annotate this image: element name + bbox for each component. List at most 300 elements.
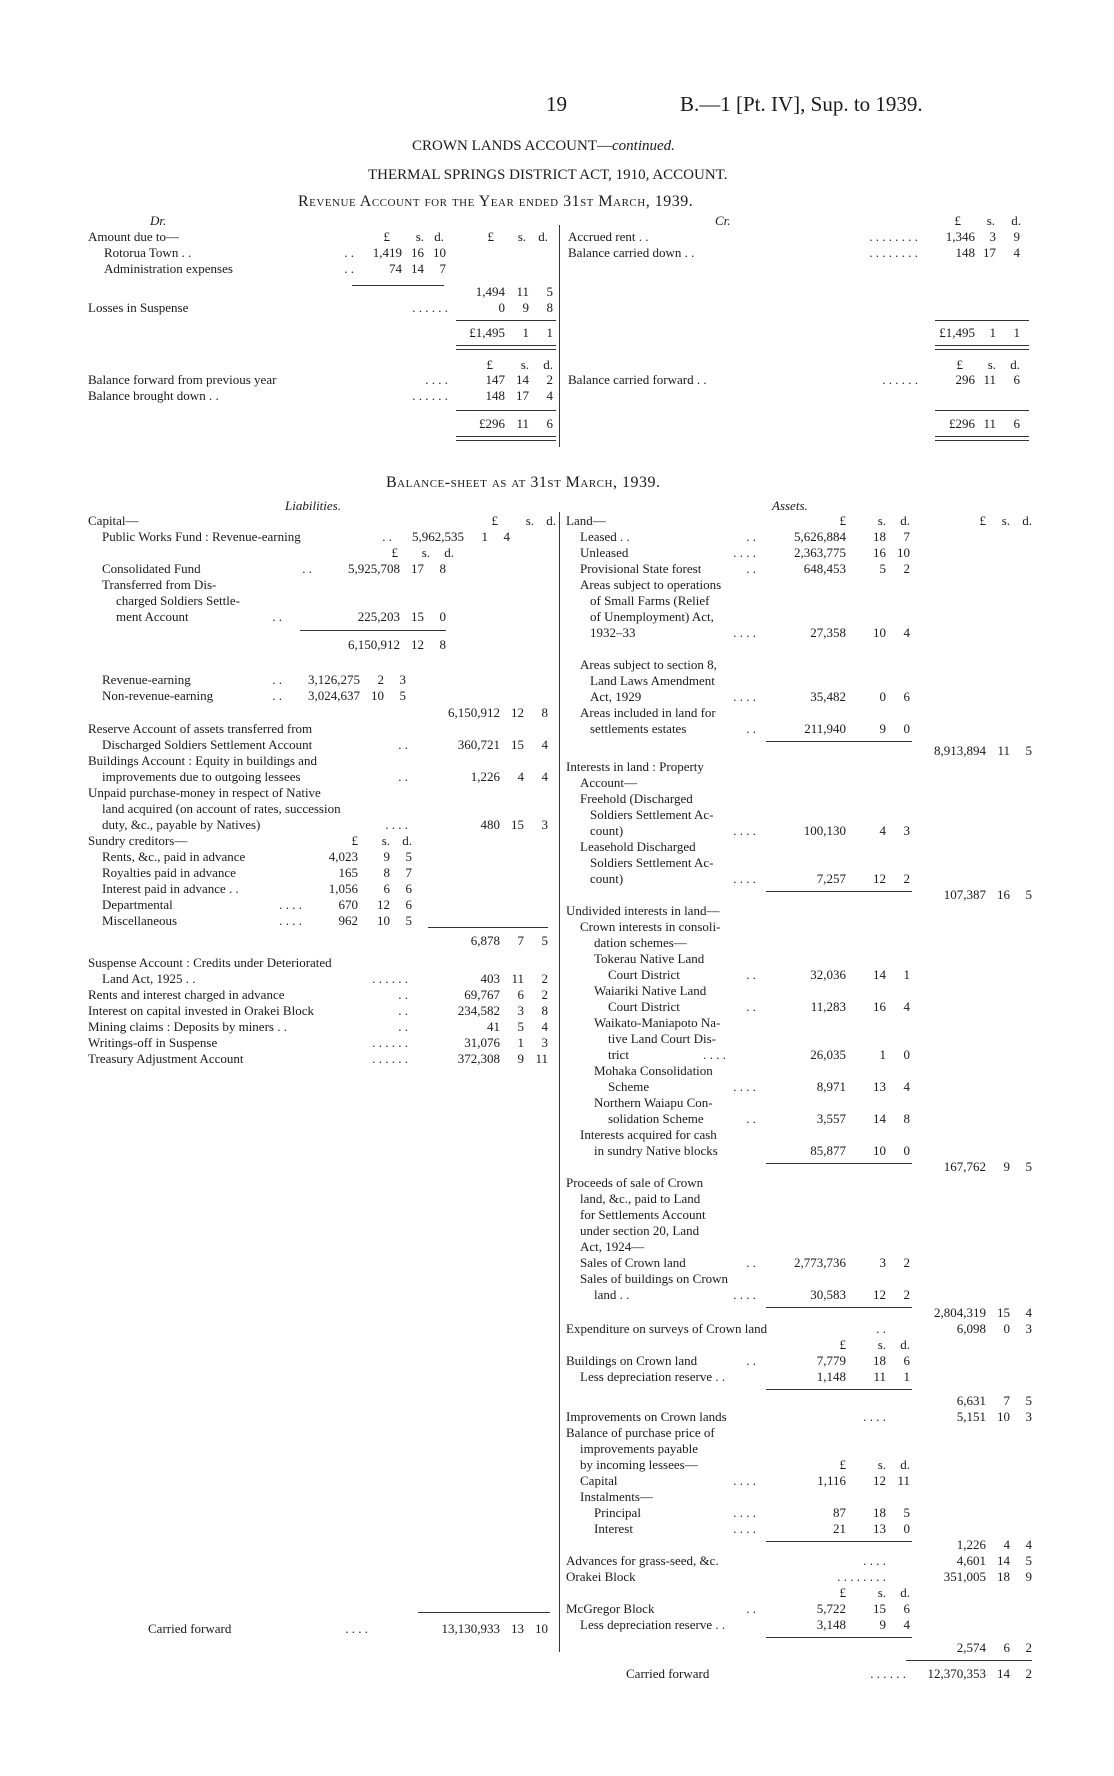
value-pence: 5 xyxy=(405,913,412,928)
value-pence: 4 xyxy=(541,737,548,752)
hdr-pence: d. xyxy=(546,513,556,528)
row-label: Carried forward xyxy=(626,1666,710,1681)
value-pounds: 6,631 xyxy=(956,1393,986,1408)
value-shillings: 12 xyxy=(873,871,886,886)
value-shillings: 10 xyxy=(377,913,390,928)
hdr-shillings: s. xyxy=(877,1457,886,1472)
rule xyxy=(418,1612,550,1613)
value-pence: 3 xyxy=(1025,1409,1032,1424)
value-shillings: 15 xyxy=(873,1601,886,1616)
leader-dots: . . . . xyxy=(733,689,756,704)
hdr-pounds: £ xyxy=(839,513,846,528)
value-shillings: 18 xyxy=(997,1569,1010,1584)
hdr-pence: d. xyxy=(1010,357,1020,372)
value-shillings: 11 xyxy=(873,1369,886,1384)
unpaid-line-2: land acquired (on account of rates, succession xyxy=(102,801,341,816)
hdr-shillings: s. xyxy=(517,229,526,244)
value-shillings: 16 xyxy=(873,999,886,1014)
hdr-shillings: s. xyxy=(421,545,430,560)
row-label: Principal xyxy=(594,1505,641,1520)
value-shillings: 16 xyxy=(411,245,424,260)
leader-dots: . . xyxy=(344,245,354,260)
hdr-shillings: s. xyxy=(381,833,390,848)
value-pence: 6 xyxy=(903,1353,910,1368)
row-label: trict xyxy=(608,1047,629,1062)
value-shillings: 17 xyxy=(516,388,529,403)
value-shillings: 8 xyxy=(383,865,390,880)
row-label: dation schemes— xyxy=(594,935,687,950)
value-pence: 4 xyxy=(903,999,910,1014)
row-label: count) xyxy=(590,871,624,886)
value-pence: 8 xyxy=(541,705,548,720)
value-pounds: 3,557 xyxy=(816,1111,846,1126)
row-label: Interest xyxy=(594,1521,633,1536)
leader-dots: . . . . xyxy=(863,1409,886,1424)
row-label: Sales of Crown land xyxy=(580,1255,686,1270)
value-shillings: 1 xyxy=(989,325,996,340)
value-pounds: 12,370,353 xyxy=(927,1666,986,1681)
row-label: McGregor Block xyxy=(566,1601,655,1616)
hdr-pounds: £ xyxy=(839,1457,846,1472)
rule xyxy=(935,410,1029,411)
row-label: Provisional State forest xyxy=(580,561,702,576)
value-pounds: 5,722 xyxy=(816,1601,846,1616)
value-shillings: 9 xyxy=(1003,1159,1010,1174)
row-label: Rotorua Town . . xyxy=(104,245,192,260)
row-label: Advances for grass-seed, &c. xyxy=(566,1553,719,1568)
value-pounds: 648,453 xyxy=(803,561,846,576)
row-label: Account— xyxy=(580,775,638,790)
value-pounds: 32,036 xyxy=(810,967,846,982)
row-label: Public Works Fund : Revenue-earning xyxy=(102,529,301,544)
row-label: Act, 1929 xyxy=(590,689,642,704)
value-pence: 2 xyxy=(1025,1640,1032,1655)
value-pence: 0 xyxy=(903,1521,910,1536)
value-pounds: 962 xyxy=(338,913,358,928)
reserve-line-1: Reserve Account of assets transferred from xyxy=(88,721,313,736)
hdr-pence: d. xyxy=(402,833,412,848)
value-pence: 4 xyxy=(1013,245,1020,260)
value-shillings: 7 xyxy=(517,933,524,948)
value-shillings: 13 xyxy=(873,1521,886,1536)
row-label: Less depreciation reserve . . xyxy=(580,1369,726,1384)
value-pence: 10 xyxy=(433,245,446,260)
double-rule xyxy=(456,436,556,441)
row-label: Proceeds of sale of Crown xyxy=(566,1175,704,1190)
value-pence: 4 xyxy=(1025,1305,1032,1320)
value-pounds: 6,878 xyxy=(470,933,500,948)
value-pence: 6 xyxy=(903,1601,910,1616)
transferred-line-2: charged Soldiers Settle- xyxy=(116,593,240,608)
leader-dots: . . . . . . . . xyxy=(837,1569,886,1584)
value-pounds: 5,151 xyxy=(956,1409,986,1424)
hdr-shillings: s. xyxy=(987,357,996,372)
value-pence: 3 xyxy=(541,1035,548,1050)
assets-label: Assets. xyxy=(772,498,808,513)
leader-dots: . . xyxy=(746,999,756,1014)
leader-dots: . . xyxy=(272,672,282,687)
row-label: Areas subject to operations xyxy=(580,577,722,592)
value-pounds: 403 xyxy=(480,971,500,986)
value-shillings: 11 xyxy=(983,416,996,431)
leader-dots: . . . . xyxy=(733,545,756,560)
value-pence: 8 xyxy=(541,1003,548,1018)
value-shillings: 15 xyxy=(511,817,524,832)
value-pence: 5 xyxy=(1025,1159,1032,1174)
leader-dots: . . xyxy=(746,1601,756,1616)
value-pounds: 2,773,736 xyxy=(794,1255,846,1270)
hdr-pounds: £ xyxy=(486,357,493,372)
value-pence: 4 xyxy=(1025,1537,1032,1552)
value-pounds: 6,098 xyxy=(956,1321,986,1336)
row-label: in sundry Native blocks xyxy=(594,1143,718,1158)
value-pence: 2 xyxy=(546,372,553,387)
row-label: improvements due to outgoing lessees xyxy=(102,769,301,784)
row-label: Administration expenses xyxy=(104,261,233,276)
value-pounds: 2,804,319 xyxy=(934,1305,986,1320)
leader-dots: . . . . xyxy=(733,1473,756,1488)
value-pence: 5 xyxy=(1025,1393,1032,1408)
value-pence: 8 xyxy=(439,561,446,576)
hdr-pence: d. xyxy=(538,229,548,244)
rule xyxy=(766,891,912,892)
hdr-pence: d. xyxy=(434,229,444,244)
value-pounds: 7,257 xyxy=(816,871,846,886)
leader-dots: . . . . . . . . xyxy=(869,229,918,244)
value-pounds: 69,767 xyxy=(464,987,500,1002)
value-pounds: 31,076 xyxy=(464,1035,500,1050)
double-rule xyxy=(456,345,556,350)
row-label: Buildings on Crown land xyxy=(566,1353,698,1368)
rule xyxy=(766,1163,912,1164)
value-pence: 8 xyxy=(546,300,553,315)
value-pence: 5 xyxy=(1025,1553,1032,1568)
value-pounds: 1,494 xyxy=(475,284,505,299)
hdr-shillings: s. xyxy=(986,213,995,228)
row-label: Expenditure on surveys of Crown land xyxy=(566,1321,768,1336)
leader-dots: . . xyxy=(746,721,756,736)
leader-dots: . . xyxy=(302,561,312,576)
value-pounds: 167,762 xyxy=(943,1159,986,1174)
value-pence: 2 xyxy=(541,987,548,1002)
leader-dots: . . xyxy=(272,688,282,703)
row-label: Miscellaneous xyxy=(102,913,178,928)
row-label: Court District xyxy=(608,999,680,1014)
value-pounds: 2,574 xyxy=(956,1640,986,1655)
account-title-text: CROWN LANDS ACCOUNT— xyxy=(412,138,613,154)
value-shillings: 1 xyxy=(481,529,488,544)
value-pounds: 87 xyxy=(833,1505,846,1520)
row-label: Land Laws Amendment xyxy=(590,673,715,688)
value-pence: 6 xyxy=(546,416,553,431)
account-title-suffix: continued. xyxy=(612,138,675,154)
value-pence: 5 xyxy=(903,1505,910,1520)
balance-divider xyxy=(559,512,560,1652)
value-pence: 10 xyxy=(535,1621,548,1636)
row-label: by incoming lessees— xyxy=(580,1457,698,1472)
value-shillings: 10 xyxy=(873,625,886,640)
row-label: Undivided interests in land— xyxy=(566,903,720,918)
value-pence: 4 xyxy=(903,1079,910,1094)
row-label: Act, 1924— xyxy=(580,1239,645,1254)
hdr-pence: d. xyxy=(543,357,553,372)
value-pounds: 41 xyxy=(487,1019,500,1034)
value-pounds: 165 xyxy=(338,865,358,880)
leader-dots: . . xyxy=(746,967,756,982)
row-label: for Settlements Account xyxy=(580,1207,706,1222)
value-pence: 4 xyxy=(503,529,510,544)
row-label: duty, &c., payable by Natives) xyxy=(102,817,261,832)
value-pence: 1 xyxy=(546,325,553,340)
leader-dots: . . xyxy=(746,1255,756,1270)
row-label: solidation Scheme xyxy=(608,1111,704,1126)
hdr-shillings: s. xyxy=(520,357,529,372)
row-label: Northern Waiapu Con- xyxy=(594,1095,713,1110)
value-pounds: 3,024,637 xyxy=(308,688,360,703)
leader-dots: . . . . xyxy=(733,1505,756,1520)
value-shillings: 7 xyxy=(1003,1393,1010,1408)
value-pence: 3 xyxy=(399,672,406,687)
leader-dots: . . xyxy=(398,1003,408,1018)
value-pence: 9 xyxy=(1025,1569,1032,1584)
row-label: of Unemployment) Act, xyxy=(590,609,714,624)
value-shillings: 14 xyxy=(997,1666,1010,1681)
value-shillings: 12 xyxy=(873,1287,886,1302)
row-label: tive Land Court Dis- xyxy=(608,1031,716,1046)
value-pence: 4 xyxy=(541,1019,548,1034)
rule xyxy=(766,1389,912,1390)
row-label: Crown interests in consoli- xyxy=(580,919,721,934)
row-label: Consolidated Fund xyxy=(102,561,201,576)
hdr-pounds: £ xyxy=(839,1585,846,1600)
liabilities-label: Liabilities. xyxy=(285,498,341,513)
hdr-shillings: s. xyxy=(877,1337,886,1352)
value-shillings: 15 xyxy=(997,1305,1010,1320)
leader-dots: . . . . xyxy=(279,913,302,928)
leader-dots: . . . . . . . . xyxy=(869,245,918,260)
value-shillings: 14 xyxy=(516,372,529,387)
value-pounds: 1,148 xyxy=(816,1369,846,1384)
value-shillings: 6 xyxy=(517,987,524,1002)
value-pounds: 35,482 xyxy=(810,689,846,704)
row-label: Carried forward xyxy=(148,1621,232,1636)
rule xyxy=(456,410,556,411)
value-pence: 1 xyxy=(903,1369,910,1384)
row-label: Areas included in land for xyxy=(580,705,716,720)
value-pence: 3 xyxy=(1025,1321,1032,1336)
value-pence: 6 xyxy=(903,689,910,704)
leader-dots: . . . . xyxy=(863,1553,886,1568)
row-label: Balance brought down . . xyxy=(88,388,219,403)
value-pounds: 1,056 xyxy=(328,881,358,896)
rule xyxy=(352,285,444,286)
double-rule xyxy=(935,345,1029,350)
rule xyxy=(300,630,446,631)
balance-sheet-title: Balance-sheet as at 31st March, 1939. xyxy=(386,474,661,491)
value-pounds: 7,779 xyxy=(816,1353,846,1368)
row-label: Interests acquired for cash xyxy=(580,1127,717,1142)
leader-dots: . . . . xyxy=(733,1287,756,1302)
value-shillings: 1 xyxy=(517,1035,524,1050)
value-pounds: 1,419 xyxy=(372,245,402,260)
leader-dots: . . . . xyxy=(733,823,756,838)
value-pence: 6 xyxy=(405,881,412,896)
revenue-account-title: Revenue Account for the Year ended 31st March, 1939. xyxy=(298,193,694,210)
row-label: Balance of purchase price of xyxy=(566,1425,715,1440)
value-pence: 2 xyxy=(1025,1666,1032,1681)
value-pounds: 5,925,708 xyxy=(348,561,400,576)
value-pounds: 148 xyxy=(955,245,975,260)
row-label: Leasehold Discharged xyxy=(580,839,696,854)
value-pence: 5 xyxy=(1025,743,1032,758)
value-pence: 8 xyxy=(903,1111,910,1126)
value-pounds: 234,582 xyxy=(457,1003,500,1018)
row-label: Royalties paid in advance xyxy=(102,865,236,880)
row-label: Less depreciation reserve . . xyxy=(580,1617,726,1632)
leader-dots: . . xyxy=(382,529,392,544)
leader-dots: . . xyxy=(398,769,408,784)
leader-dots: . . xyxy=(746,561,756,576)
row-label: of Small Farms (Relief xyxy=(590,593,710,608)
value-pounds: 3,148 xyxy=(816,1617,846,1632)
row-label: Freehold (Discharged xyxy=(580,791,693,806)
value-pence: 4 xyxy=(903,625,910,640)
hdr-pounds: £ xyxy=(979,513,986,528)
value-pence: 6 xyxy=(405,897,412,912)
sundry-heading: Sundry creditors— xyxy=(88,833,188,848)
value-shillings: 12 xyxy=(873,1473,886,1488)
row-label: Treasury Adjustment Account xyxy=(88,1051,244,1066)
buildings-line-1: Buildings Account : Equity in buildings and xyxy=(88,753,317,768)
value-pounds: 147 xyxy=(485,372,505,387)
value-pounds: 13,130,933 xyxy=(441,1621,500,1636)
value-shillings: 10 xyxy=(371,688,384,703)
value-pounds: 225,203 xyxy=(357,609,400,624)
hdr-shillings: s. xyxy=(877,513,886,528)
hdr-pence: d. xyxy=(1022,513,1032,528)
act-title: THERMAL SPRINGS DISTRICT ACT, 1910, ACCOUNT. xyxy=(368,167,728,183)
row-label: under section 20, Land xyxy=(580,1223,700,1238)
capital-heading: Capital— xyxy=(88,513,139,528)
leader-dots: . . . . xyxy=(733,1521,756,1536)
value-pounds: 351,005 xyxy=(943,1569,986,1584)
value-pounds: 2,363,775 xyxy=(794,545,846,560)
leader-dots: . . xyxy=(398,987,408,1002)
leader-dots: . . . . xyxy=(733,871,756,886)
row-label: Revenue-earning xyxy=(102,672,191,687)
value-pence: 2 xyxy=(903,871,910,886)
value-shillings: 6 xyxy=(1003,1640,1010,1655)
value-pounds: £1,495 xyxy=(939,325,975,340)
value-pounds: 26,035 xyxy=(810,1047,846,1062)
hdr-pence: d. xyxy=(444,545,454,560)
value-pence: 3 xyxy=(541,817,548,832)
revenue-divider xyxy=(559,225,560,447)
value-pence: 7 xyxy=(405,865,412,880)
row-label: Losses in Suspense xyxy=(88,300,189,315)
value-pounds: 1,346 xyxy=(945,229,975,244)
dr-label: Dr. xyxy=(150,213,167,228)
leader-dots: . . xyxy=(746,1353,756,1368)
value-pounds: 8,971 xyxy=(816,1079,846,1094)
row-label: Discharged Soldiers Settlement Account xyxy=(102,737,313,752)
value-shillings: 6 xyxy=(383,881,390,896)
value-shillings: 16 xyxy=(997,887,1010,902)
value-pence: 9 xyxy=(1013,229,1020,244)
row-label: Areas subject to section 8, xyxy=(580,657,717,672)
value-pounds: 85,877 xyxy=(810,1143,846,1158)
value-pounds: 480 xyxy=(480,817,500,832)
value-shillings: 4 xyxy=(517,769,524,784)
row-label: Rents and interest charged in advance xyxy=(88,987,285,1002)
value-pence: 0 xyxy=(903,721,910,736)
value-shillings: 4 xyxy=(1003,1537,1010,1552)
value-pounds: 0 xyxy=(498,300,505,315)
document-reference: B.—1 [Pt. IV], Sup. to 1939. xyxy=(680,92,923,116)
value-pence: 7 xyxy=(439,261,446,276)
value-shillings: 14 xyxy=(997,1553,1010,1568)
row-label: Writings-off in Suspense xyxy=(88,1035,218,1050)
rule xyxy=(428,927,548,928)
leader-dots: . . . . xyxy=(345,1621,368,1636)
double-rule xyxy=(935,436,1029,441)
value-pounds: 1,226 xyxy=(956,1537,986,1552)
leader-dots: . . xyxy=(876,1321,886,1336)
value-pounds: 100,130 xyxy=(803,823,846,838)
value-shillings: 12 xyxy=(511,705,524,720)
row-label: land, &c., paid to Land xyxy=(580,1191,701,1206)
value-shillings: 0 xyxy=(1003,1321,1010,1336)
value-shillings: 5 xyxy=(517,1019,524,1034)
row-label: Waiariki Native Land xyxy=(594,983,707,998)
value-pence: 4 xyxy=(903,1617,910,1632)
value-shillings: 11 xyxy=(511,971,524,986)
value-shillings: 18 xyxy=(873,1505,886,1520)
page-number: 19 xyxy=(546,92,567,116)
hdr-shillings: s. xyxy=(1001,513,1010,528)
rule xyxy=(766,1307,912,1308)
value-shillings: 18 xyxy=(873,1353,886,1368)
value-shillings: 10 xyxy=(997,1409,1010,1424)
cr-label: Cr. xyxy=(715,213,731,228)
leader-dots: . . . . xyxy=(703,1047,726,1062)
row-label: Land— xyxy=(566,513,606,528)
value-shillings: 9 xyxy=(383,849,390,864)
value-pence: 11 xyxy=(897,1473,910,1488)
rule xyxy=(456,320,556,321)
row-label: Orakei Block xyxy=(566,1569,636,1584)
value-pence: 5 xyxy=(546,284,553,299)
row-label: land . . xyxy=(594,1287,630,1302)
leader-dots: . . . . xyxy=(279,897,302,912)
value-pence: 11 xyxy=(535,1051,548,1066)
row-label: Rents, &c., paid in advance xyxy=(102,849,246,864)
value-shillings: 9 xyxy=(522,300,529,315)
value-pounds: 5,962,535 xyxy=(412,529,464,544)
leader-dots: . . . . . . xyxy=(372,1035,408,1050)
hdr-pounds: £ xyxy=(839,1337,846,1352)
value-pounds: 11,283 xyxy=(810,999,846,1014)
value-pounds: 1,116 xyxy=(817,1473,846,1488)
value-shillings: 17 xyxy=(411,561,424,576)
value-pence: 6 xyxy=(1013,416,1020,431)
value-shillings: 17 xyxy=(983,245,996,260)
row-label: 1932–33 xyxy=(590,625,636,640)
value-pounds: 211,940 xyxy=(804,721,846,736)
leader-dots: . . . . . . xyxy=(882,372,918,387)
row-label: Leased . . xyxy=(580,529,630,544)
hdr-shillings: s. xyxy=(525,513,534,528)
